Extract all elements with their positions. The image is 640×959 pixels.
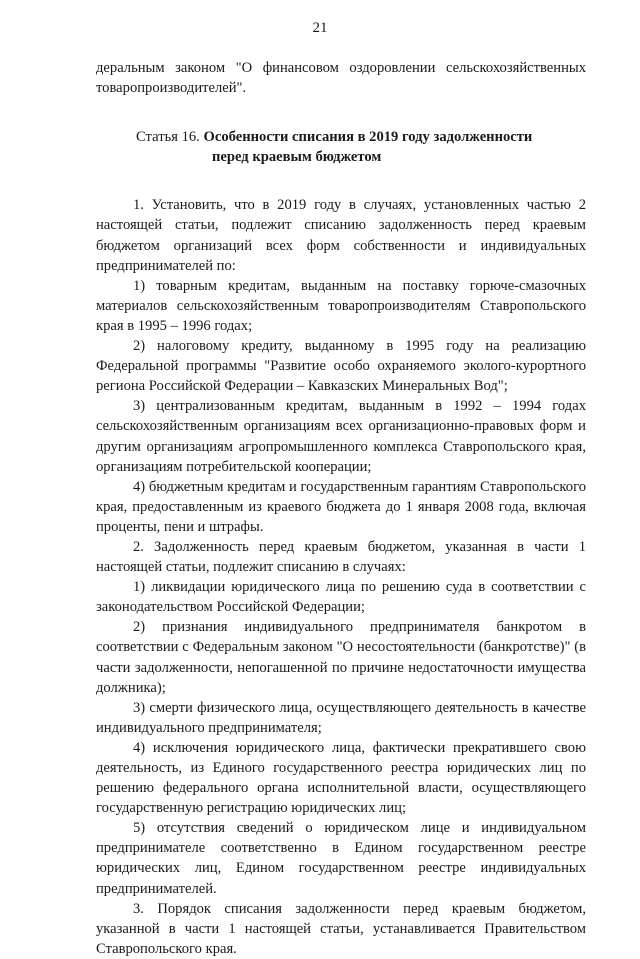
paragraph: 1) ликвидации юридического лица по решению суда в соответствии с законодательством Российской Федерации; xyxy=(96,579,586,616)
paragraph: 2) признания индивидуального предпринимателя банкротом в соответствии с Федеральным законом "О несостоятельности (банкротстве)" (в части задолженности, непогашенной по причине недостаточности имущества должника); xyxy=(96,619,586,696)
paragraph: 1) товарным кредитам, выданным на поставку горюче-смазочных материалов сельскохозяйственным товаропроизводителям Ставропольского края в 1995 – 1996 годах; xyxy=(96,277,586,334)
article-label: Статья 16. xyxy=(136,129,200,146)
paragraph: 1. Установить, что в 2019 году в случаях, установленных частью 2 настоящей статьи, подлежит списанию задолженность перед краевым бюджетом организаций всех форм собственности и индивидуальных предпринимателей по: xyxy=(96,197,586,274)
paragraph: 3. Порядок списания задолженности перед краевым бюджетом, указанной в части 1 настоящей статьи, устанавливается Правительством Ставропольского края. xyxy=(96,900,586,957)
continuation-paragraph: деральным законом "О финансовом оздоровлении сельскохозяйственных товаропроизводителей". xyxy=(96,60,586,97)
paragraph: 2) налоговому кредиту, выданному в 1995 году на реализацию Федеральной программы "Развитие особо охраняемого эколого-курортного региона Российской Федерации – Кавказских Минеральных Вод"; xyxy=(96,338,586,395)
paragraph: 4) бюджетным кредитам и государственным гарантиям Ставропольского края, предоставленным из краевого бюджета до 1 января 2008 года, включая проценты, пени и штрафы. xyxy=(96,478,586,535)
article-heading xyxy=(96,127,586,167)
article-title-line2: перед краевым бюджетом xyxy=(212,149,382,166)
paragraph: 4) исключения юридического лица, фактически прекратившего свою деятельность, из Единого государственного реестра юридических лиц по решению федерального органа исполнительной власти, осуществляющего государственную регистрацию юридических лиц; xyxy=(96,739,586,817)
paragraph: 2. Задолженность перед краевым бюджетом, указанная в части 1 настоящей статьи, подлежит списанию в случаях: xyxy=(96,538,586,576)
paragraph: 3) смерти физического лица, осуществляющего деятельность в качестве индивидуального предпринимателя; xyxy=(96,699,586,736)
paragraph: 5) отсутствия сведений о юридическом лице и индивидуальном предпринимателе соответственно в Едином государственном реестре юридических лиц, Едином государственном реестре индивидуальных предпринимателей. xyxy=(96,820,586,897)
document-body xyxy=(96,58,586,959)
article-title-line1: Особенности списания в 2019 году задолженности xyxy=(203,129,533,146)
paragraph: 3) централизованным кредитам, выданным в 1992 – 1994 годах сельскохозяйственным организациям всех организационно-правовых форм и другим организациям агропромышленного комплекса Ставропольского края, организациям потребительской кооперации; xyxy=(96,398,586,475)
page-number: 21 xyxy=(312,20,328,36)
